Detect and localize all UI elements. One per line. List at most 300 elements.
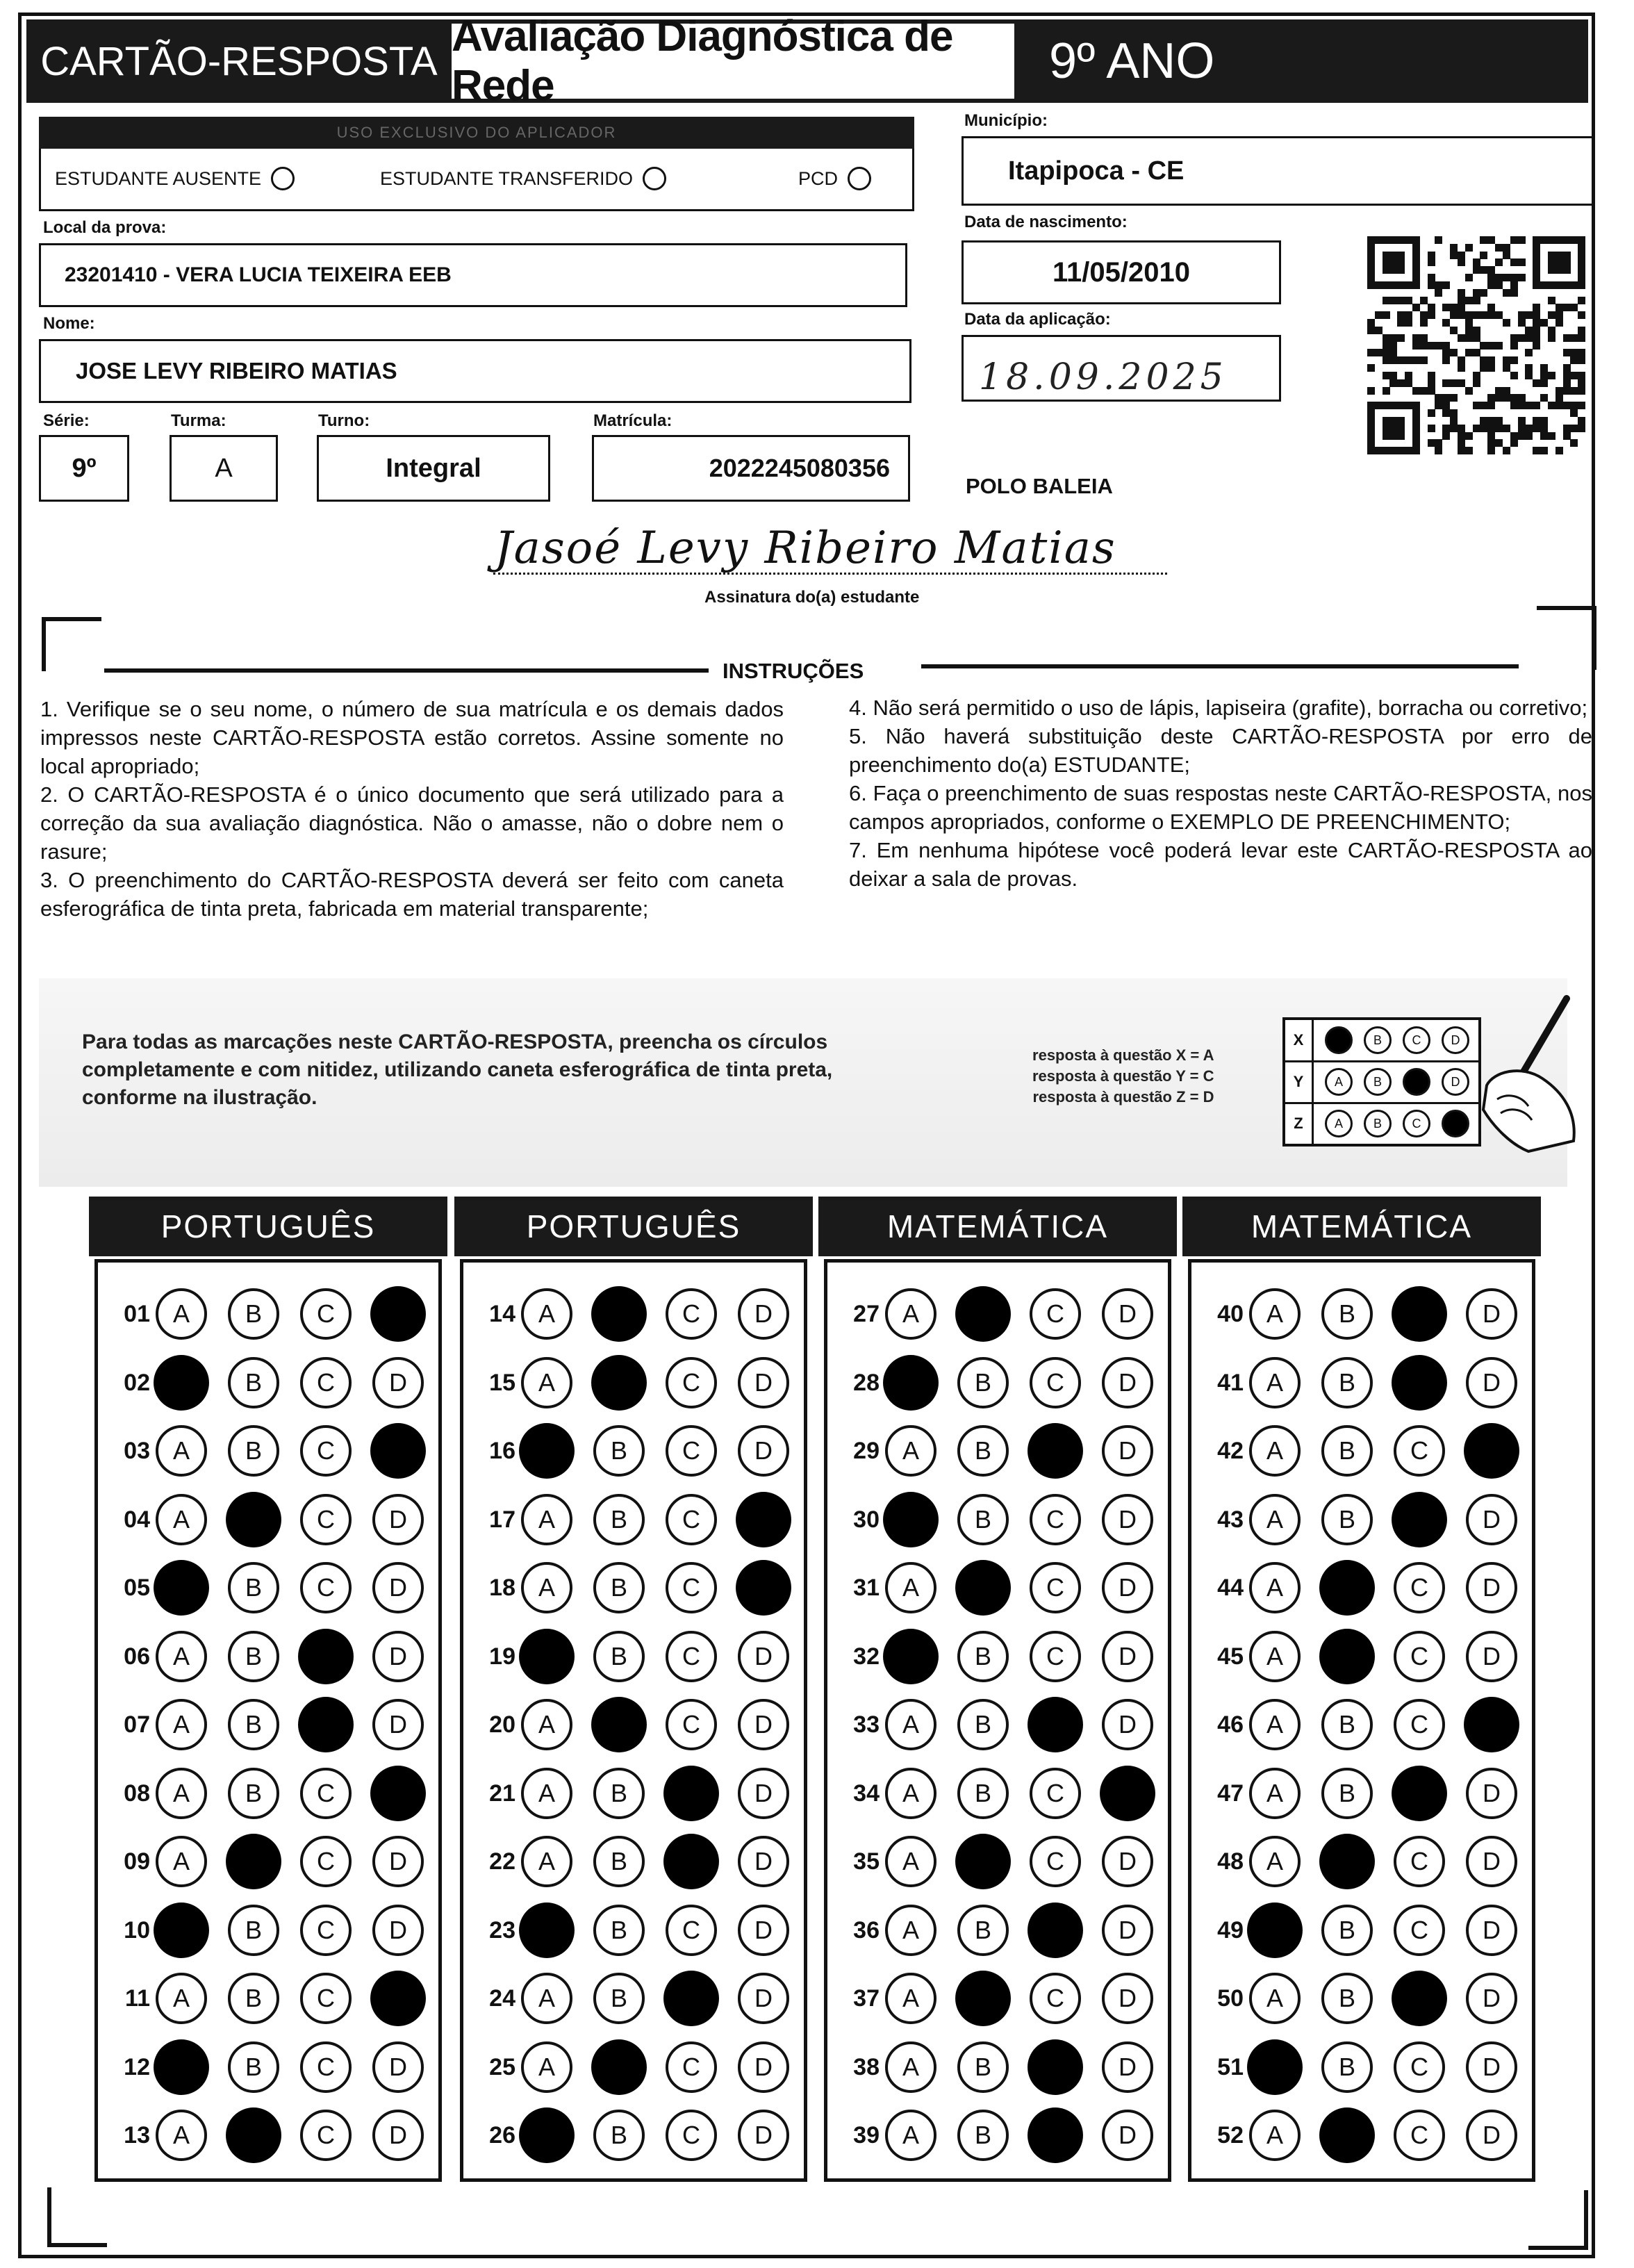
answer-bubble-d[interactable]: [372, 1631, 424, 1682]
answer-bubble-b[interactable]: [1321, 1768, 1373, 1819]
answer-bubble-c[interactable]: [663, 1766, 719, 1821]
question-number: 26: [489, 2121, 515, 2148]
answer-bubble-d[interactable]: [372, 1494, 424, 1545]
bubble-letter: D: [754, 1779, 773, 1807]
bubble-letter: C: [317, 1505, 335, 1534]
answer-bubble-d[interactable]: [372, 2110, 424, 2161]
answer-bubble-d[interactable]: [1466, 1905, 1517, 1956]
bubble-letter: A: [902, 1436, 919, 1465]
question-row: [831, 1625, 1174, 1688]
question-row: [101, 1967, 445, 2030]
answer-bubble-c[interactable]: [300, 2110, 352, 2161]
question-number: 21: [489, 1780, 515, 1807]
question-row: [831, 1967, 1174, 2030]
question-number: 37: [853, 1984, 880, 2012]
answer-bubble-a[interactable]: [1249, 1631, 1301, 1682]
answer-bubble-d[interactable]: [372, 2041, 424, 2093]
nascimento-field: [962, 240, 1281, 304]
answer-bubble-c[interactable]: [666, 1562, 717, 1613]
answer-bubble-b[interactable]: [955, 1286, 1011, 1342]
answer-bubble-c[interactable]: [1028, 2039, 1083, 2095]
answer-bubble-b[interactable]: [1321, 1973, 1373, 2024]
answer-bubble-a[interactable]: [521, 1768, 572, 1819]
answer-bubble-d[interactable]: [738, 2041, 789, 2093]
answer-bubble-a[interactable]: [885, 1699, 936, 1750]
question-row: [101, 1488, 445, 1551]
answer-bubble-c[interactable]: [1030, 1973, 1081, 2024]
answer-bubble-c[interactable]: [300, 1836, 352, 1887]
answer-bubble-b[interactable]: [591, 1355, 647, 1411]
answer-bubble-b[interactable]: [957, 1631, 1009, 1682]
answer-bubble-b[interactable]: [593, 1631, 645, 1682]
answer-bubble-d[interactable]: [736, 1492, 791, 1547]
bubble-letter: D: [754, 1436, 773, 1465]
answer-bubble-d[interactable]: [738, 1357, 789, 1408]
bubble-letter: C: [1410, 1916, 1428, 1944]
answer-bubble-c[interactable]: [1394, 1836, 1445, 1887]
answer-bubble-c[interactable]: [300, 2041, 352, 2093]
answer-bubble-c[interactable]: [1392, 1492, 1447, 1547]
answer-bubble-d[interactable]: [738, 1288, 789, 1340]
answer-bubble-b[interactable]: [228, 1425, 279, 1477]
answer-bubble-a[interactable]: [883, 1629, 939, 1684]
answer-bubble-b[interactable]: [228, 2041, 279, 2093]
answer-bubble-c[interactable]: [1030, 1836, 1081, 1887]
answer-bubble-b[interactable]: [1319, 1834, 1375, 1889]
bubble-letter: C: [1046, 1642, 1064, 1670]
bubble-letter: C: [1046, 1299, 1064, 1328]
answer-bubble-a[interactable]: [156, 1494, 207, 1545]
answer-bubble-d[interactable]: [738, 2110, 789, 2161]
answer-bubble-c[interactable]: [1392, 1971, 1447, 2026]
answer-bubble-a[interactable]: [154, 2039, 209, 2095]
answer-bubble-c[interactable]: [666, 1699, 717, 1750]
answer-bubble-a[interactable]: [521, 1288, 572, 1340]
answer-bubble-c[interactable]: [300, 1905, 352, 1956]
answer-bubble-b[interactable]: [228, 1973, 279, 2024]
answer-bubble-b[interactable]: [226, 1834, 281, 1889]
bubble-letter: A: [172, 1984, 190, 2012]
answer-bubble-a[interactable]: [1249, 1494, 1301, 1545]
answer-bubble-a[interactable]: [521, 1357, 572, 1408]
question-number: 31: [853, 1574, 880, 1601]
answer-bubble-d[interactable]: [738, 1631, 789, 1682]
answer-bubble-d[interactable]: [1102, 1357, 1153, 1408]
answer-bubble-a[interactable]: [521, 1562, 572, 1613]
answer-bubble-c[interactable]: [1028, 1697, 1083, 1752]
answer-bubble-d[interactable]: [738, 1425, 789, 1477]
answer-bubble-b[interactable]: [957, 1357, 1009, 1408]
bubble-letter: A: [538, 2053, 555, 2081]
answer-bubble-d[interactable]: [372, 1562, 424, 1613]
bubble-letter: D: [754, 1642, 773, 1670]
answer-bubble-a[interactable]: [885, 2110, 936, 2161]
instruction-6: 6. Faça o preenchimento de suas respostas neste CARTÃO-RESPOSTA, nos campos apropriados, conforme o EXEMPLO DE PREENCHIMENTO;: [849, 781, 1592, 834]
answer-bubble-c[interactable]: [1394, 2041, 1445, 2093]
answer-bubble-c[interactable]: [298, 1629, 354, 1684]
answer-bubble-d[interactable]: [372, 1905, 424, 1956]
answer-bubble-b[interactable]: [226, 2107, 281, 2163]
answer-bubble-d[interactable]: [1466, 1288, 1517, 1340]
bubble-letter: B: [610, 1847, 627, 1875]
answer-bubble-d[interactable]: [738, 1905, 789, 1956]
question-row: [467, 1967, 810, 2030]
bubble-letter: D: [1483, 2053, 1501, 2081]
answer-bubble-b[interactable]: [957, 1768, 1009, 1819]
answer-bubble-a[interactable]: [154, 1560, 209, 1616]
answer-bubble-b[interactable]: [593, 1836, 645, 1887]
answer-bubble-b[interactable]: [957, 2110, 1009, 2161]
answer-bubble-c[interactable]: [300, 1425, 352, 1477]
answer-bubble-a[interactable]: [519, 1903, 575, 1958]
bubble-letter: D: [389, 1642, 407, 1670]
bubble-letter: D: [1119, 1573, 1137, 1602]
answer-bubble-a[interactable]: [156, 1425, 207, 1477]
answer-bubble-b[interactable]: [1319, 2107, 1375, 2163]
answer-bubble-a[interactable]: [1247, 1903, 1303, 1958]
bubble-letter: A: [538, 1984, 555, 2012]
bubble-letter: C: [317, 1847, 335, 1875]
instruction-4: 4. Não será permitido o uso de lápis, lapiseira (grafite), borracha ou corretivo;: [849, 696, 1588, 720]
answer-bubble-d[interactable]: [1102, 1425, 1153, 1477]
answer-bubble-a[interactable]: [156, 1768, 207, 1819]
answer-bubble-a[interactable]: [156, 1288, 207, 1340]
answer-bubble-a[interactable]: [1249, 1562, 1301, 1613]
bubble-letter: B: [974, 1436, 991, 1465]
answer-bubble-d[interactable]: [1466, 1631, 1517, 1682]
answer-bubble-b[interactable]: [228, 1562, 279, 1613]
answer-bubble-b[interactable]: [1321, 2041, 1373, 2093]
answer-bubble-d[interactable]: [1100, 1766, 1155, 1821]
bottom-corner-left: [47, 2187, 107, 2247]
answer-bubble-d[interactable]: [1466, 1768, 1517, 1819]
example-bubble: A: [1325, 1110, 1353, 1137]
answer-bubble-d[interactable]: [1466, 1357, 1517, 1408]
answer-bubble-b[interactable]: [228, 1288, 279, 1340]
answer-bubble-b[interactable]: [591, 2039, 647, 2095]
question-number: 34: [853, 1780, 880, 1807]
bubble-letter: C: [1046, 1984, 1064, 2012]
bubble-letter: B: [1338, 1505, 1355, 1534]
answer-bubble-d[interactable]: [1102, 1973, 1153, 2024]
answer-bubble-a[interactable]: [883, 1492, 939, 1547]
bubble-letter: A: [1266, 1573, 1283, 1602]
bubble-letter: B: [245, 1436, 262, 1465]
answer-bubble-b[interactable]: [591, 1697, 647, 1752]
answer-bubble-b[interactable]: [1319, 1560, 1375, 1616]
example-bubble: C: [1403, 1110, 1430, 1137]
absent-checkbox[interactable]: [271, 167, 295, 190]
bubble-letter: C: [317, 1299, 335, 1328]
answer-bubble-c[interactable]: [666, 1631, 717, 1682]
question-row: [467, 1830, 810, 1893]
answer-bubble-c[interactable]: [666, 2041, 717, 2093]
answer-bubble-b[interactable]: [593, 1494, 645, 1545]
answer-bubble-d[interactable]: [1466, 1836, 1517, 1887]
answer-bubble-c[interactable]: [666, 2110, 717, 2161]
answer-bubble-b[interactable]: [228, 1357, 279, 1408]
answer-bubble-c[interactable]: [666, 1905, 717, 1956]
grade-label: 9º ANO: [1049, 33, 1215, 89]
answer-bubble-a[interactable]: [885, 1562, 936, 1613]
answer-bubble-b[interactable]: [957, 1494, 1009, 1545]
bubble-letter: C: [1410, 1436, 1428, 1465]
answer-bubble-c[interactable]: [1030, 1562, 1081, 1613]
answer-bubble-b[interactable]: [1321, 1905, 1373, 1956]
answer-bubble-a[interactable]: [154, 1903, 209, 1958]
bubble-letter: D: [1119, 1710, 1137, 1739]
answer-bubble-a[interactable]: [1249, 1768, 1301, 1819]
answer-bubble-d[interactable]: [372, 1836, 424, 1887]
answer-bubble-c[interactable]: [1394, 1425, 1445, 1477]
answer-bubble-b[interactable]: [593, 1973, 645, 2024]
serie-label: Série:: [43, 411, 90, 430]
answer-bubble-c[interactable]: [1394, 1631, 1445, 1682]
local-value: 23201410 - VERA LUCIA TEIXEIRA EEB: [65, 263, 452, 286]
question-row: [831, 2104, 1174, 2167]
answer-bubble-b[interactable]: [228, 1768, 279, 1819]
answer-bubble-c[interactable]: [300, 1494, 352, 1545]
question-number: 08: [124, 1780, 150, 1807]
answer-bubble-d[interactable]: [1102, 2041, 1153, 2093]
question-row: [101, 1556, 445, 1619]
answer-bubble-c[interactable]: [1394, 1699, 1445, 1750]
answer-bubble-b[interactable]: [1321, 1425, 1373, 1477]
question-number: 32: [853, 1643, 880, 1670]
answer-bubble-a[interactable]: [519, 2107, 575, 2163]
answer-bubble-c[interactable]: [1028, 2107, 1083, 2163]
bubble-letter: B: [1338, 2053, 1355, 2081]
answer-bubble-b[interactable]: [957, 1905, 1009, 1956]
instruction-3: 3. O preenchimento do CARTÃO-RESPOSTA deverá ser feito com caneta esferográfica de tinta preta, fabricada em material transparente;: [40, 868, 784, 921]
answer-bubble-b[interactable]: [228, 1631, 279, 1682]
answer-bubble-b[interactable]: [593, 1768, 645, 1819]
example-bubble: A: [1325, 1068, 1353, 1096]
bubble-letter: D: [1119, 1368, 1137, 1397]
question-number: 09: [124, 1848, 150, 1875]
answer-bubble-b[interactable]: [1321, 1699, 1373, 1750]
answer-bubble-c[interactable]: [1394, 1905, 1445, 1956]
question-row: [1195, 1967, 1538, 2030]
answer-bubble-c[interactable]: [666, 1357, 717, 1408]
bubble-letter: D: [1119, 1299, 1137, 1328]
answer-bubble-a[interactable]: [885, 1768, 936, 1819]
turma-label: Turma:: [171, 411, 226, 430]
answer-bubble-d[interactable]: [1464, 1423, 1519, 1479]
answer-bubble-a[interactable]: [885, 2041, 936, 2093]
answer-bubble-d[interactable]: [1466, 2041, 1517, 2093]
answer-bubble-d[interactable]: [738, 1768, 789, 1819]
answer-bubble-d[interactable]: [372, 1699, 424, 1750]
answer-bubble-d[interactable]: [1102, 1905, 1153, 1956]
answer-bubble-d[interactable]: [1102, 1631, 1153, 1682]
bubble-letter: A: [172, 1505, 190, 1534]
bubble-letter: D: [754, 1710, 773, 1739]
question-row: [831, 1351, 1174, 1414]
answer-bubble-c[interactable]: [1030, 1288, 1081, 1340]
answer-bubble-a[interactable]: [521, 1973, 572, 2024]
answer-bubble-a[interactable]: [1249, 1836, 1301, 1887]
bubble-letter: B: [245, 1710, 262, 1739]
question-row: [467, 1488, 810, 1551]
bubble-letter: A: [538, 1368, 555, 1397]
answer-bubble-c[interactable]: [300, 1288, 352, 1340]
bubble-letter: C: [682, 1436, 700, 1465]
answer-bubble-a[interactable]: [156, 1973, 207, 2024]
bubble-letter: B: [1338, 1984, 1355, 2012]
answer-bubble-d[interactable]: [736, 1560, 791, 1616]
question-number: 50: [1217, 1984, 1244, 2012]
answer-bubble-c[interactable]: [1392, 1355, 1447, 1411]
example-text: Para todas as marcações neste CARTÃO-RESPOSTA, preencha os círculos completamente e com nitidez, utilizando caneta esferográfica de tinta preta, conforme na ilustração.: [82, 1030, 833, 1109]
answer-bubble-a[interactable]: [1249, 1357, 1301, 1408]
answer-bubble-b[interactable]: [1321, 1494, 1373, 1545]
answer-bubble-d[interactable]: [372, 1357, 424, 1408]
answer-bubble-d[interactable]: [1464, 1697, 1519, 1752]
answer-bubble-a[interactable]: [883, 1355, 939, 1411]
answer-bubble-a[interactable]: [885, 1425, 936, 1477]
answer-bubble-a[interactable]: [521, 1836, 572, 1887]
answer-bubble-b[interactable]: [593, 1425, 645, 1477]
answer-bubble-c[interactable]: [1030, 1357, 1081, 1408]
answer-bubble-c[interactable]: [1392, 1766, 1447, 1821]
answer-bubble-c[interactable]: [300, 1357, 352, 1408]
answer-bubble-a[interactable]: [1249, 1973, 1301, 2024]
nascimento-value: 11/05/2010: [1053, 256, 1190, 288]
answer-bubble-c[interactable]: [666, 1494, 717, 1545]
answer-bubble-a[interactable]: [885, 1288, 936, 1340]
bubble-letter: B: [974, 1779, 991, 1807]
question-number: 10: [124, 1916, 150, 1944]
answer-bubble-c[interactable]: [1030, 1631, 1081, 1682]
answer-bubble-d[interactable]: [1466, 1562, 1517, 1613]
transferred-checkbox[interactable]: [643, 167, 666, 190]
answer-bubble-d[interactable]: [1102, 2110, 1153, 2161]
answer-bubble-d[interactable]: [738, 1699, 789, 1750]
answer-bubble-a[interactable]: [154, 1355, 209, 1411]
answer-bubble-a[interactable]: [1249, 2110, 1301, 2161]
answer-bubble-d[interactable]: [370, 1423, 426, 1479]
answer-bubble-a[interactable]: [885, 1836, 936, 1887]
answer-bubble-b[interactable]: [593, 2110, 645, 2161]
municipio-label: Município:: [964, 111, 1048, 130]
card-title-bar: [26, 19, 452, 103]
answer-bubble-d[interactable]: [738, 1973, 789, 2024]
instructions-title: INSTRUÇÕES: [723, 659, 864, 683]
bubble-letter: A: [902, 1299, 919, 1328]
legend-z: resposta à questão Z = D: [1032, 1088, 1214, 1106]
instruction-5: 5. Não haverá substituição deste CARTÃO-RESPOSTA por erro de preenchimento do(a) ESTUDANTE;: [849, 724, 1592, 777]
answer-bubble-b[interactable]: [228, 1905, 279, 1956]
bubble-letter: C: [317, 1573, 335, 1602]
answer-bubble-d[interactable]: [1466, 1973, 1517, 2024]
answer-bubble-a[interactable]: [156, 1631, 207, 1682]
answer-bubble-b[interactable]: [228, 1699, 279, 1750]
answer-bubble-c[interactable]: [300, 1562, 352, 1613]
answer-bubble-b[interactable]: [957, 1699, 1009, 1750]
bubble-letter: D: [754, 1847, 773, 1875]
answer-bubble-a[interactable]: [519, 1629, 575, 1684]
answer-bubble-b[interactable]: [955, 1560, 1011, 1616]
bubble-letter: B: [974, 2121, 991, 2149]
answer-bubble-a[interactable]: [1249, 1699, 1301, 1750]
answer-bubble-b[interactable]: [957, 2041, 1009, 2093]
answer-bubble-b[interactable]: [955, 1834, 1011, 1889]
answer-bubble-a[interactable]: [1247, 2039, 1303, 2095]
bubble-letter: D: [1119, 1916, 1137, 1944]
answer-bubble-a[interactable]: [1249, 1425, 1301, 1477]
answer-bubble-b[interactable]: [1321, 1357, 1373, 1408]
bubble-letter: B: [610, 1642, 627, 1670]
answer-bubble-c[interactable]: [666, 1425, 717, 1477]
answer-bubble-d[interactable]: [1102, 1288, 1153, 1340]
answer-bubble-b[interactable]: [591, 1286, 647, 1342]
answer-bubble-c[interactable]: [300, 1973, 352, 2024]
answer-bubble-b[interactable]: [957, 1425, 1009, 1477]
answer-bubble-d[interactable]: [370, 1286, 426, 1342]
answer-bubble-c[interactable]: [1394, 2110, 1445, 2161]
answer-bubble-a[interactable]: [1249, 1288, 1301, 1340]
answer-bubble-c[interactable]: [666, 1288, 717, 1340]
answer-bubble-c[interactable]: [298, 1697, 354, 1752]
answer-bubble-a[interactable]: [156, 1699, 207, 1750]
answer-bubble-b[interactable]: [1321, 1288, 1373, 1340]
answer-bubble-d[interactable]: [1466, 1494, 1517, 1545]
answer-bubble-b[interactable]: [593, 1562, 645, 1613]
answer-bubble-d[interactable]: [370, 1971, 426, 2026]
answer-bubble-c[interactable]: [1028, 1423, 1083, 1479]
bubble-letter: D: [1119, 1984, 1137, 2012]
answer-bubble-a[interactable]: [885, 1905, 936, 1956]
question-number: 47: [1217, 1780, 1244, 1807]
pcd-checkbox[interactable]: [848, 167, 871, 190]
matricula-label: Matrícula:: [593, 411, 672, 430]
answer-bubble-d[interactable]: [370, 1766, 426, 1821]
answer-bubble-c[interactable]: [663, 1971, 719, 2026]
answer-bubble-a[interactable]: [156, 1836, 207, 1887]
answer-bubble-b[interactable]: [226, 1492, 281, 1547]
answer-bubble-d[interactable]: [1102, 1836, 1153, 1887]
bubble-letter: D: [1119, 2121, 1137, 2149]
answer-bubble-c[interactable]: [300, 1768, 352, 1819]
answer-bubble-c[interactable]: [663, 1834, 719, 1889]
answer-bubble-a[interactable]: [519, 1423, 575, 1479]
answer-bubble-a[interactable]: [521, 2041, 572, 2093]
answer-bubble-c[interactable]: [1394, 1562, 1445, 1613]
question-row: [831, 2036, 1174, 2098]
bubble-letter: A: [902, 1710, 919, 1739]
question-row: [101, 2036, 445, 2098]
answer-bubble-a[interactable]: [521, 1494, 572, 1545]
answer-bubble-b[interactable]: [593, 1905, 645, 1956]
answer-bubble-c[interactable]: [1030, 1494, 1081, 1545]
answer-bubble-d[interactable]: [738, 1836, 789, 1887]
answer-bubble-c[interactable]: [1028, 1903, 1083, 1958]
answer-bubble-d[interactable]: [1102, 1699, 1153, 1750]
answer-bubble-b[interactable]: [955, 1971, 1011, 2026]
bubble-letter: B: [245, 1573, 262, 1602]
answer-bubble-a[interactable]: [156, 2110, 207, 2161]
answer-bubble-c[interactable]: [1392, 1286, 1447, 1342]
answer-bubble-a[interactable]: [885, 1973, 936, 2024]
answer-bubble-c[interactable]: [1030, 1768, 1081, 1819]
answer-bubble-d[interactable]: [1102, 1562, 1153, 1613]
answer-bubble-b[interactable]: [1319, 1629, 1375, 1684]
question-row: [101, 1420, 445, 1482]
answer-bubble-a[interactable]: [521, 1699, 572, 1750]
answer-bubble-d[interactable]: [1466, 2110, 1517, 2161]
answer-bubble-d[interactable]: [1102, 1494, 1153, 1545]
